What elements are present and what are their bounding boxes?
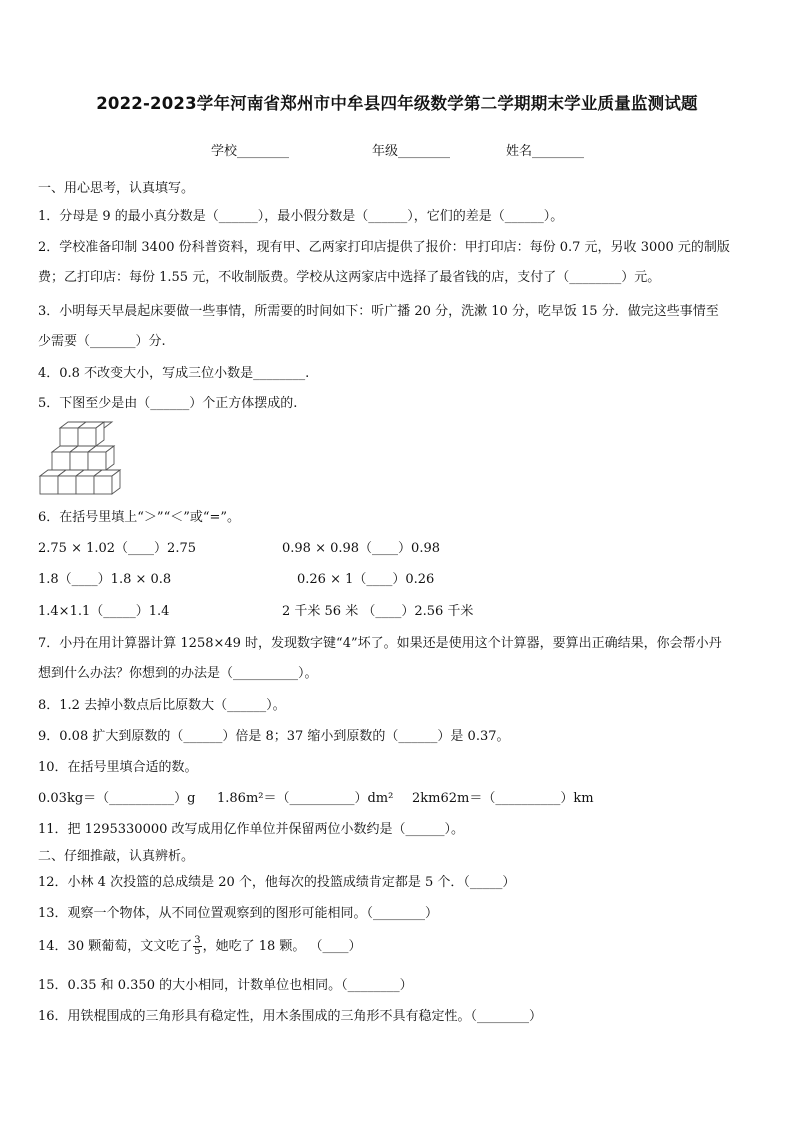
fraction-numerator: 3 xyxy=(194,935,201,946)
question-5: 5．下图至少是由（______）个正方体摆成的. xyxy=(38,396,298,411)
fraction xyxy=(193,936,201,957)
q10-item: 0.03kg＝（__________）g xyxy=(38,791,196,806)
q6-item: 0.26 × 1（____）0.26 xyxy=(297,572,435,587)
fraction-denominator: 5 xyxy=(194,946,201,957)
question-1: 1．分母是 9 的最小真分数是（______），最小假分数是（______），它们的差是（______）。 xyxy=(38,209,564,224)
question-15: 15．0.35 和 0.350 的大小相同，计数单位也相同。（________） xyxy=(38,978,413,993)
cube-stack-figure xyxy=(38,420,122,502)
question-6: 6．在括号里填上“＞”“＜”或“=”。 xyxy=(38,510,241,525)
question-3-line-2: 少需要（_______）分. xyxy=(38,334,166,349)
question-3-line-1: 3．小明每天早晨起床要做一些事情，所需要的时间如下：听广播 20 分，洗漱 10 分，吃早饭 15 分．做完这些事情至 xyxy=(38,304,719,319)
question-13: 13．观察一个物体，从不同位置观察到的图形可能相同。（________） xyxy=(38,906,439,921)
question-16: 16．用铁棍围成的三角形具有稳定性，用木条围成的三角形不具有稳定性。（________） xyxy=(38,1009,543,1024)
q14-text-end: ，她吃了 18 颗。 （____） xyxy=(202,939,362,954)
school-field: 学校________ xyxy=(211,144,290,159)
q10-item: 1.86m²＝（__________）dm² xyxy=(217,791,394,806)
question-4: 4．0.8 不改变大小，写成三位小数是________. xyxy=(38,366,310,381)
cube-stack-icon xyxy=(38,420,122,502)
q6-item: 1.4×1.1（_____）1.4 xyxy=(38,604,170,619)
section-heading-2: 二、仔细推敲，认真辨析。 xyxy=(38,849,195,864)
question-14 xyxy=(38,936,362,957)
q6-item: 2.75 × 1.02（____）2.75 xyxy=(38,541,196,556)
question-12: 12．小林 4 次投篮的总成绩是 20 个，他每次的投篮成绩肯定都是 5 个．（_____） xyxy=(38,875,516,890)
question-8: 8．1.2 去掉小数点后比原数大（______）。 xyxy=(38,698,286,713)
q6-item: 2 千米 56 米 （____）2.56 千米 xyxy=(282,604,474,619)
page-title: 2022-2023学年河南省郑州市中牟县四年级数学第二学期期末学业质量监测试题 xyxy=(96,94,698,113)
grade-field: 年级________ xyxy=(372,144,451,159)
question-7-line-2: 想到什么办法？你想到的办法是（__________）。 xyxy=(38,666,318,681)
q10-item: 2km62m＝（__________）km xyxy=(412,791,594,806)
name-field: 姓名________ xyxy=(506,144,585,159)
question-2-line-1: 2．学校准备印制 3400 份科普资料，现有甲、乙两家打印店提供了报价：甲打印店：每份 0.7 元，另收 3000 元的制版 xyxy=(38,240,730,255)
q6-item: 1.8（____）1.8 × 0.8 xyxy=(38,572,172,587)
section-heading-1: 一、用心思考，认真填写。 xyxy=(38,181,195,196)
q14-text-start: 14．30 颗葡萄，文文吃了 xyxy=(38,939,193,954)
question-11: 11．把 1295330000 改写成用亿作单位并保留两位小数约是（______）。 xyxy=(38,822,465,837)
question-2-line-2: 费；乙打印店：每份 1.55 元，不收制版费。学校从这两家店中选择了最省钱的店，支付了（________）元。 xyxy=(38,270,661,285)
q6-item: 0.98 × 0.98（____）0.98 xyxy=(282,541,440,556)
question-9: 9．0.08 扩大到原数的（______）倍是 8；37 缩小到原数的（______）是 0.37。 xyxy=(38,729,510,744)
question-10: 10．在括号里填合适的数。 xyxy=(38,760,198,775)
question-7-line-1: 7．小丹在用计算器计算 1258×49 时，发现数字键“4”坏了。如果还是使用这个计算器，要算出正确结果，你会帮小丹 xyxy=(38,636,722,651)
